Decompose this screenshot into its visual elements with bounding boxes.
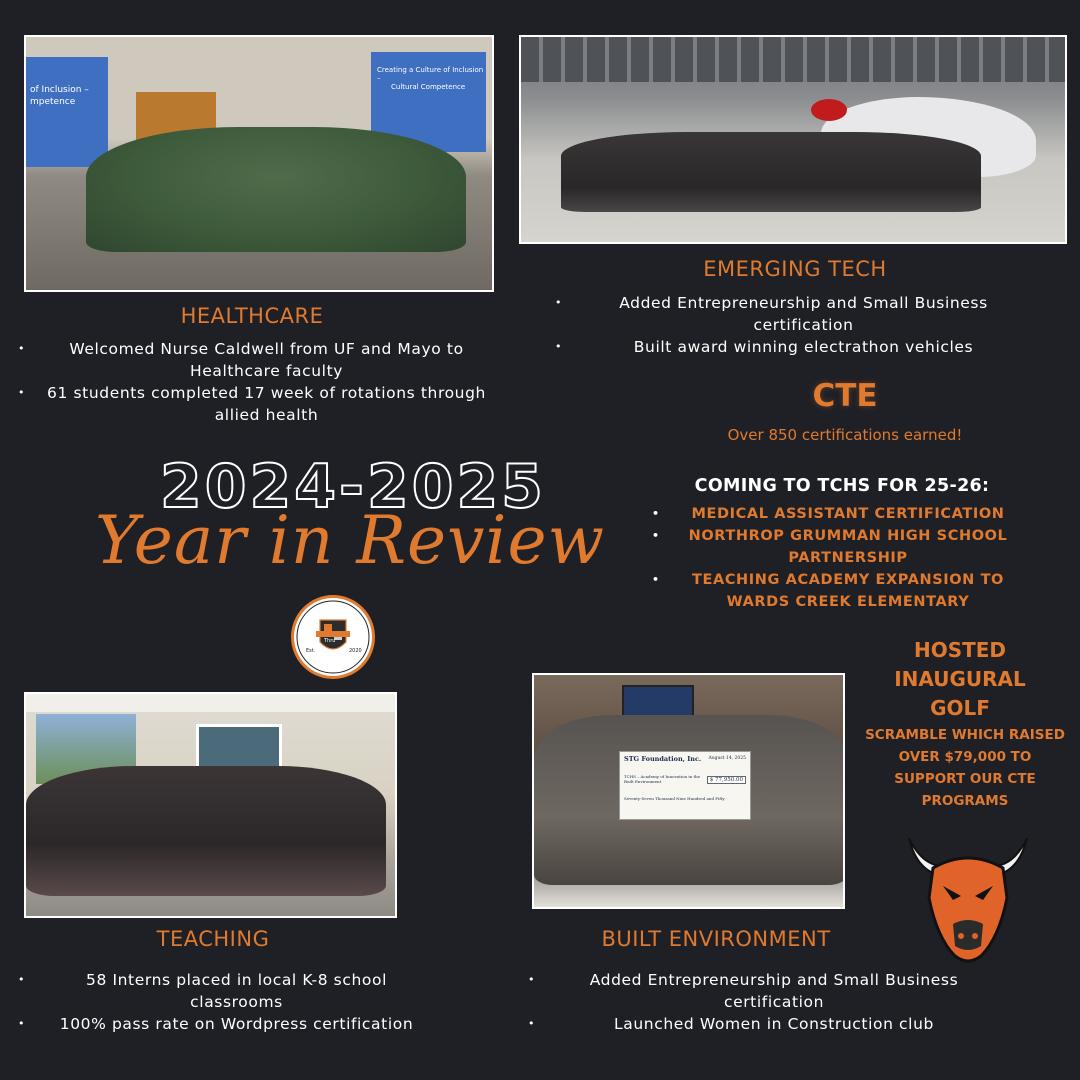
- healthcare-list: [18, 338, 493, 426]
- golf-title-line: GOLF: [930, 696, 990, 720]
- aircraft-red-cover: [811, 99, 847, 121]
- teaching-students-group: [26, 766, 386, 896]
- golf-text-line: PROGRAMS: [921, 793, 1009, 809]
- cte-title: CTE: [812, 378, 878, 414]
- golf-text-line: SCRAMBLE WHICH RAISED: [865, 727, 1065, 743]
- coming-item: • MEDICAL ASSISTANT CERTIFICATION: [652, 503, 1022, 525]
- school-logo: [291, 595, 375, 679]
- tech-students-group: [561, 132, 981, 212]
- built-environment-item: • Added Entrepreneurship and Small Business certification: [528, 969, 998, 1013]
- built-environment-list: [528, 969, 998, 1035]
- healthcare-item: • 61 students completed 17 week of rotations through allied health: [18, 382, 493, 426]
- check-payer: STG Foundation, Inc.: [624, 755, 702, 763]
- emerging-tech-heading: EMERGING TECH: [703, 257, 887, 281]
- year-range-title: 2024-2025: [160, 452, 546, 522]
- coming-item: • NORTHROP GRUMMAN HIGH SCHOOL PARTNERSHIP: [652, 525, 1022, 569]
- screen-text-right-1: Creating a Culture of Inclusion –: [377, 66, 484, 82]
- golf-title: [880, 636, 1040, 723]
- cte-subtitle: Over 850 certifications earned!: [727, 426, 963, 444]
- healthcare-photo: [24, 35, 494, 292]
- healthcare-students-group: [86, 127, 466, 252]
- emerging-tech-item: • Built award winning electrathon vehicles: [555, 336, 1030, 358]
- teaching-item: • 100% pass rate on Wordpress certification: [18, 1013, 433, 1035]
- year-in-review-script: Year in Review: [94, 502, 606, 579]
- healthcare-heading: HEALTHCARE: [180, 304, 324, 328]
- emerging-tech-item: • Added Entrepreneurship and Small Business certification: [555, 292, 1030, 336]
- teaching-item: • 58 Interns placed in local K-8 school classrooms: [18, 969, 433, 1013]
- golf-text: [852, 724, 1078, 812]
- golf-text-line: OVER $79,000 TO: [898, 749, 1032, 765]
- built-environment-heading: BUILT ENVIRONMENT: [601, 927, 831, 951]
- screen-text-left-1: of Inclusion –: [30, 85, 89, 95]
- porch-roof: [26, 694, 395, 712]
- coming-list: [652, 503, 1022, 613]
- hangar-ceiling: [521, 37, 1065, 82]
- healthcare-item: • Welcomed Nurse Caldwell from UF and Mayo to Healthcare faculty: [18, 338, 493, 382]
- tv-screen: [622, 685, 694, 719]
- bull-mascot-icon: [903, 828, 1033, 968]
- logo-est: Est.: [306, 648, 316, 654]
- check-amount: $ 77,950.00: [707, 776, 746, 784]
- built-environment-item: • Launched Women in Construction club: [528, 1013, 998, 1035]
- built-environment-photo: [532, 673, 845, 909]
- golf-text-line: SUPPORT OUR CTE: [894, 771, 1036, 787]
- check-amount-words: Seventy-Seven Thousand Nine Hundred and Fifty: [624, 796, 725, 801]
- coming-item: • TEACHING ACADEMY EXPANSION TO WARDS CREEK ELEMENTARY: [652, 569, 1022, 613]
- golf-title-line: INAUGURAL: [894, 667, 1026, 691]
- teaching-heading: TEACHING: [156, 927, 270, 951]
- logo-year: 2020: [349, 648, 362, 654]
- golf-title-line: HOSTED: [913, 638, 1007, 662]
- emerging-tech-list: [555, 292, 1030, 358]
- logo-motto: Thru: [324, 638, 336, 644]
- screen-text-right-2: Cultural Competence: [391, 83, 466, 91]
- emerging-tech-photo: [519, 35, 1067, 244]
- check-payee: TCHS – Academy of Innovation in the Built Environment: [624, 774, 701, 784]
- check-date: August 14, 2025: [708, 756, 746, 761]
- coming-title: COMING TO TCHS FOR 25-26:: [694, 476, 990, 496]
- screen-text-left-2: mpetence: [30, 97, 76, 107]
- school-crest-icon: [294, 598, 372, 676]
- teaching-photo: [24, 692, 397, 918]
- projector-screen-left: [26, 57, 108, 167]
- donation-check: [619, 751, 751, 820]
- teaching-list: [18, 969, 433, 1035]
